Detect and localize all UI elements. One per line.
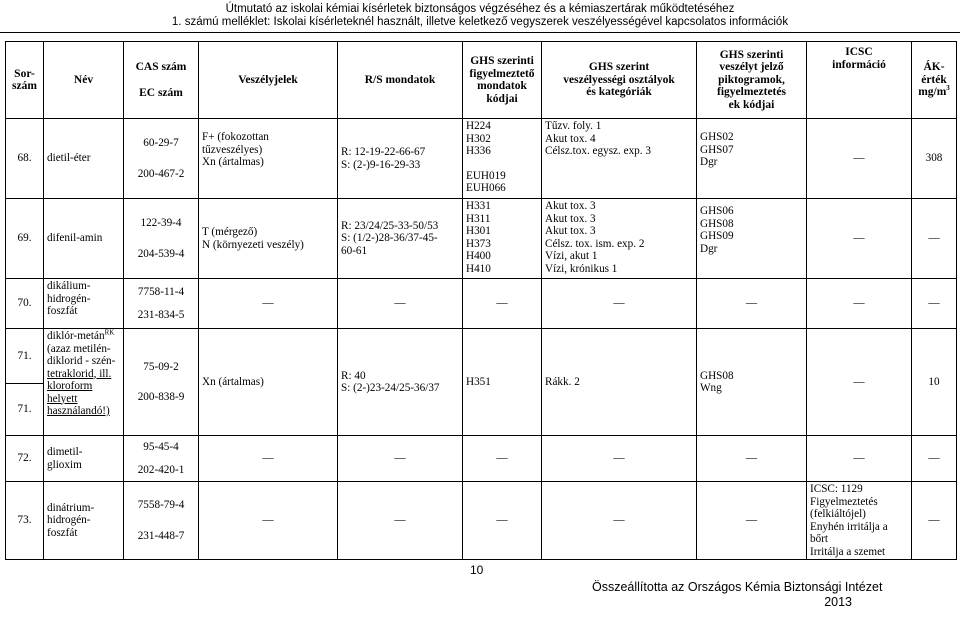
col-nev: Név — [44, 42, 124, 119]
rs-phrases: R: 40 S: (2-)23-24/25-36/37 — [338, 329, 463, 436]
col-ghs-mondatok: GHS szerinti figyelmeztető mondatok kódjai — [463, 42, 542, 119]
row-number: 73. — [6, 482, 44, 560]
ghs-pictograms: GHS08 Wng — [697, 329, 807, 436]
rs-phrases: — — [338, 482, 463, 560]
document-header-title: Útmutató az iskolai kémiai kísérletek biztonságos végzéséhez és a kémiaszertárak működtetéséhez — [225, 3, 735, 15]
row-number: 71. — [6, 329, 44, 384]
icsc-info: — — [807, 329, 912, 436]
ak-value: 308 — [912, 119, 957, 199]
ghs-pictograms: — — [697, 279, 807, 329]
col-rs: R/S mondatok — [338, 42, 463, 119]
ghs-pictograms: — — [697, 482, 807, 560]
table-row — [6, 482, 957, 560]
row-number: 68. — [6, 119, 44, 199]
hazard-symbols: — — [199, 436, 338, 482]
ghs-statements: — — [463, 279, 542, 329]
ghs-statements: H331 H311 H301 H373 H400 H410 — [463, 199, 542, 279]
page-number: 10 — [470, 563, 484, 577]
row-number: 71. — [6, 384, 44, 436]
col-ghs-osztalyok: GHS szerint veszélyességi osztályok és kategóriák — [542, 42, 697, 119]
ghs-categories: Akut tox. 3 Akut tox. 3 Akut tox. 3 Célsz. tox. ism. exp. 2 Vízi, akut 1 Vízi, krónikus 1 — [542, 199, 697, 279]
col-sorszam: Sor- szám — [6, 42, 44, 119]
rs-phrases: — — [338, 436, 463, 482]
substance-name: dikálium- hidrogén- foszfát — [44, 279, 124, 329]
rs-phrases: — — [338, 279, 463, 329]
ghs-categories: Rákk. 2 — [542, 329, 697, 436]
icsc-info: — — [807, 119, 912, 199]
col-veszelyjelek: Veszélyjelek — [199, 42, 338, 119]
hazard-symbols: — — [199, 279, 338, 329]
cas-ec-number: 7558-79-4 231-448-7 — [124, 482, 199, 560]
hazard-symbols: — — [199, 482, 338, 560]
table-row — [6, 436, 957, 482]
ak-value: — — [912, 482, 957, 560]
ghs-categories: — — [542, 279, 697, 329]
substance-name: dietil-éter — [44, 119, 124, 199]
row-number: 72. — [6, 436, 44, 482]
ghs-categories: — — [542, 482, 697, 560]
table-row — [6, 199, 957, 279]
ghs-statements: H224 H302 H336 EUH019 EUH066 — [463, 119, 542, 199]
cas-ec-number: 95-45-4 202-420-1 — [124, 436, 199, 482]
ak-value: 10 — [912, 329, 957, 436]
footer-year: 2013 — [824, 595, 852, 609]
ghs-categories: — — [542, 436, 697, 482]
ghs-pictograms: GHS02 GHS07 Dgr — [697, 119, 807, 199]
table-row — [6, 119, 957, 199]
ak-value: — — [912, 436, 957, 482]
footer-author: Összeállította az Országos Kémia Biztonsági Intézet — [592, 580, 883, 594]
substance-name: diklór-metán$^{RK}$ (azaz metilén- diklorid - szén- tetraklorid, ill. kloroform helyett használandó!) — [44, 329, 124, 436]
ak-value: — — [912, 199, 957, 279]
col-cas-ec: CAS szám EC szám — [124, 42, 199, 119]
ghs-statements: — — [463, 482, 542, 560]
substance-name: difenil-amin — [44, 199, 124, 279]
ghs-statements: — — [463, 436, 542, 482]
icsc-info: — — [807, 199, 912, 279]
table-row — [6, 279, 957, 329]
document-header-subtitle: 1. számú melléklet: Iskolai kísérleteknél használt, illetve keletkező vegyszerek veszélyességével kapcsolatos információk — [171, 16, 789, 28]
ak-value: — — [912, 279, 957, 329]
row-number: 70. — [6, 279, 44, 329]
page-footer — [592, 580, 883, 610]
table-row — [6, 329, 957, 384]
cas-ec-number: 122-39-4 204-539-4 — [124, 199, 199, 279]
icsc-info: ICSC: 1129 Figyelmeztetés (felkiáltójel) Enyhén irritálja a bőrt Irritálja a szemet — [807, 482, 912, 560]
substance-name: dinátrium- hidrogén- foszfát — [44, 482, 124, 560]
table-header-row — [6, 42, 957, 119]
cas-ec-number: 75-09-2 200-838-9 — [124, 329, 199, 436]
ghs-statements: H351 — [463, 329, 542, 436]
col-icsc: ICSC információ — [807, 42, 912, 119]
rs-phrases: R: 23/24/25-33-50/53 S: (1/2-)28-36/37-45- 60-61 — [338, 199, 463, 279]
col-ak-ertek: ÁK- érték $mg/m^3$ — [912, 42, 957, 119]
icsc-info: — — [807, 436, 912, 482]
cas-ec-number: 7758-11-4 231-834-5 — [124, 279, 199, 329]
rs-phrases: R: 12-19-22-66-67 S: (2-)9-16-29-33 — [338, 119, 463, 199]
hazard-symbols: Xn (ártalmas) — [199, 329, 338, 436]
ghs-pictograms: GHS06 GHS08 GHS09 Dgr — [697, 199, 807, 279]
col-ghs-piktogramok: GHS szerinti veszélyt jelző piktogramok, figyelmeztetés ek kódjai — [697, 42, 807, 119]
ghs-pictograms: — — [697, 436, 807, 482]
cas-ec-number: 60-29-7 200-467-2 — [124, 119, 199, 199]
hazard-symbols: T (mérgező) N (környezeti veszély) — [199, 199, 338, 279]
substance-name: dimetil- glioxim — [44, 436, 124, 482]
hazard-table — [5, 41, 957, 560]
header-divider — [0, 32, 960, 33]
ghs-categories: Tűzv. foly. 1 Akut tox. 4 Célsz.tox. egysz. exp. 3 — [542, 119, 697, 199]
icsc-info: — — [807, 279, 912, 329]
hazard-symbols: F+ (fokozottan tűzveszélyes) Xn (ártalmas) — [199, 119, 338, 199]
row-number: 69. — [6, 199, 44, 279]
